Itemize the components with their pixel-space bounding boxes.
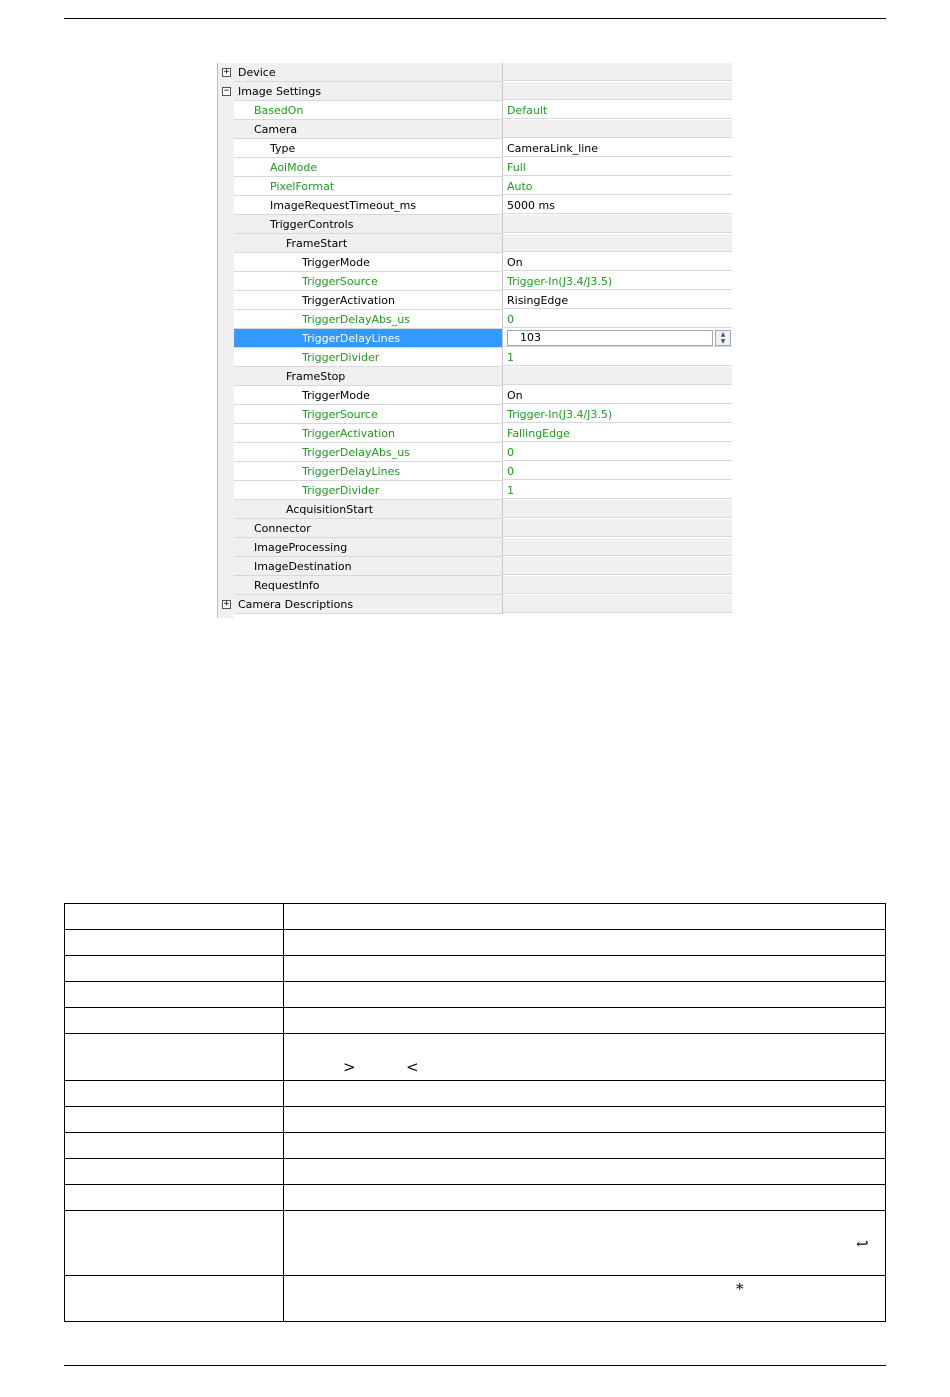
- grid-row-imagerequesttimeout[interactable]: [234, 196, 732, 215]
- bottom-rule: [64, 1365, 886, 1366]
- top-rule: [64, 18, 886, 19]
- table-cell: [284, 1034, 886, 1081]
- row-value-camera-descriptions: [503, 595, 732, 613]
- row-label-type: Type: [270, 142, 296, 155]
- grid-row-pixelformat[interactable]: [234, 177, 732, 196]
- grid-row-connector[interactable]: [234, 519, 732, 538]
- row-value-pixelformat[interactable]: Auto: [503, 177, 732, 195]
- row-value-imageprocessing: [503, 538, 732, 556]
- row-label-triggermode: TriggerMode: [302, 256, 370, 269]
- row-label-triggeractivation: TriggerActivation: [302, 427, 396, 440]
- grid-row-requestinfo[interactable]: [234, 576, 732, 595]
- row-label-triggeractivation: TriggerActivation: [302, 294, 396, 307]
- row-value-triggersource[interactable]: Trigger-In(J3.4/J3.5): [503, 405, 732, 423]
- row-value-triggermode[interactable]: On: [503, 253, 732, 271]
- row-label-pixelformat: PixelFormat: [270, 180, 335, 193]
- table-cell: [65, 1159, 284, 1185]
- row-value-triggercontrols: [503, 215, 732, 233]
- row-label-triggersource: TriggerSource: [302, 408, 378, 421]
- grid-row-triggerdivider[interactable]: [234, 348, 732, 367]
- row-label-triggersource: TriggerSource: [302, 275, 378, 288]
- grid-row-triggerdelayabs[interactable]: [234, 443, 732, 462]
- row-label-triggerdivider: TriggerDivider: [302, 484, 380, 497]
- grid-row-imagedestination[interactable]: [234, 557, 732, 576]
- row-value-triggerdivider[interactable]: 1: [503, 348, 732, 366]
- table-cell: [284, 956, 886, 982]
- row-label-imagerequesttimeout: ImageRequestTimeout_ms: [270, 199, 417, 212]
- row-label-aoimode: AoiMode: [270, 161, 318, 174]
- row-value-aoimode[interactable]: Full: [503, 158, 732, 176]
- grid-row-triggeractivation[interactable]: [234, 291, 732, 310]
- grid-row-triggersource[interactable]: [234, 405, 732, 424]
- grid-row-camera[interactable]: [234, 120, 732, 139]
- grid-row-triggerdelaylines[interactable]: [234, 462, 732, 481]
- grid-row-aoimode[interactable]: [234, 158, 732, 177]
- expand-icon[interactable]: +: [223, 599, 230, 609]
- row-label-triggercontrols: TriggerControls: [270, 218, 354, 231]
- row-value-triggeractivation[interactable]: RisingEdge: [503, 291, 732, 309]
- row-value-framestart: [503, 234, 732, 252]
- row-value-triggeractivation[interactable]: FallingEdge: [503, 424, 732, 442]
- table-cell: [284, 1276, 886, 1322]
- spin-up-icon[interactable]: ▲: [720, 331, 726, 338]
- row-label-triggerdelaylines: TriggerDelayLines: [302, 332, 401, 345]
- table-cell: [65, 1133, 284, 1159]
- row-label-triggerdelayabs: TriggerDelayAbs_us: [302, 446, 410, 459]
- row-value-triggermode[interactable]: On: [503, 386, 732, 404]
- collapse-icon[interactable]: −: [223, 86, 230, 96]
- row-value-connector: [503, 519, 732, 537]
- table-cell: [284, 1081, 886, 1107]
- spin-down-icon[interactable]: ▼: [720, 338, 726, 345]
- table-cell: [65, 1107, 284, 1133]
- grid-row-camera-descriptions[interactable]: [223, 595, 732, 614]
- table-cell: [65, 956, 284, 982]
- table-cell: [65, 1034, 284, 1081]
- grid-row-triggermode[interactable]: [234, 386, 732, 405]
- grid-row-triggeractivation[interactable]: [234, 424, 732, 443]
- row-value-type[interactable]: CameraLink_line: [503, 139, 732, 157]
- table-cell: [65, 1276, 284, 1322]
- grid-row-device[interactable]: [223, 63, 732, 82]
- grid-row-framestart[interactable]: [234, 234, 732, 253]
- row-value-triggerdivider[interactable]: 1: [503, 481, 732, 499]
- table-cell: [284, 1133, 886, 1159]
- table-cell: [284, 1107, 886, 1133]
- row-value-imagerequesttimeout[interactable]: 5000 ms: [503, 196, 732, 214]
- grid-row-triggerdelaylines-selected[interactable]: [234, 329, 732, 348]
- row-label-imagedestination: ImageDestination: [254, 560, 352, 573]
- row-label-acquisitionstart: AcquisitionStart: [286, 503, 374, 516]
- row-value-triggerdelaylines[interactable]: 0: [503, 462, 732, 480]
- table-cell: [65, 930, 284, 956]
- table-cell: [284, 1211, 886, 1276]
- grid-row-triggermode[interactable]: [234, 253, 732, 272]
- row-label-device: Device: [238, 66, 276, 79]
- row-label-triggerdelaylines: TriggerDelayLines: [302, 465, 401, 478]
- less-than-symbol: <: [406, 1058, 419, 1076]
- row-value-requestinfo: [503, 576, 732, 594]
- grid-row-imageprocessing[interactable]: [234, 538, 732, 557]
- table-cell: [65, 982, 284, 1008]
- row-label-framestop: FrameStop: [286, 370, 346, 383]
- row-label-framestart: FrameStart: [286, 237, 348, 250]
- row-label-image-settings: Image Settings: [238, 85, 322, 98]
- parameter-table: [64, 903, 886, 1322]
- table-cell: [65, 904, 284, 930]
- row-value-cell: [503, 329, 732, 347]
- table-cell: [284, 1008, 886, 1034]
- return-arrow-symbol: ↩: [856, 1235, 869, 1253]
- table-cell: [284, 982, 886, 1008]
- row-value-basedon[interactable]: Default: [503, 101, 732, 119]
- asterisk-symbol: *: [736, 1280, 744, 1298]
- table-cell: [65, 1185, 284, 1211]
- row-value-triggerdelayabs[interactable]: 0: [503, 310, 732, 328]
- row-value-image-settings: [503, 82, 732, 100]
- row-label-triggerdivider: TriggerDivider: [302, 351, 380, 364]
- row-value-acquisitionstart: [503, 500, 732, 518]
- expand-icon[interactable]: +: [223, 67, 230, 77]
- grid-gutter: [218, 63, 234, 618]
- spin-buttons[interactable]: [715, 330, 731, 346]
- row-value-framestop: [503, 367, 732, 385]
- row-value-device: [503, 63, 732, 81]
- row-label-connector: Connector: [254, 522, 311, 535]
- row-value-imagedestination: [503, 557, 732, 575]
- row-label-camera: Camera: [254, 123, 298, 136]
- table-cell: [284, 1159, 886, 1185]
- row-label-imageprocessing: ImageProcessing: [254, 541, 348, 554]
- row-label-triggermode: TriggerMode: [302, 389, 370, 402]
- row-label-requestinfo: RequestInfo: [254, 579, 320, 592]
- table-cell: [65, 1211, 284, 1276]
- table-cell: [284, 930, 886, 956]
- triggerdelaylines-input[interactable]: 103: [507, 330, 713, 346]
- grid-row-triggerdivider[interactable]: [234, 481, 732, 500]
- row-label-basedon: BasedOn: [254, 104, 304, 117]
- grid-row-triggercontrols[interactable]: [234, 215, 732, 234]
- greater-than-symbol: >: [343, 1058, 356, 1076]
- table-cell: [65, 1008, 284, 1034]
- property-grid: [217, 63, 732, 618]
- table-cell: [284, 904, 886, 930]
- row-value-camera: [503, 120, 732, 138]
- grid-row-type[interactable]: [234, 139, 732, 158]
- row-label-triggerdelayabs: TriggerDelayAbs_us: [302, 313, 410, 326]
- grid-row-framestop[interactable]: [234, 367, 732, 386]
- grid-row-image-settings[interactable]: [223, 82, 732, 101]
- grid-row-acquisitionstart[interactable]: [234, 500, 732, 519]
- row-value-triggerdelayabs[interactable]: 0: [503, 443, 732, 461]
- row-value-triggersource[interactable]: Trigger-In(J3.4/J3.5): [503, 272, 732, 290]
- grid-row-triggerdelayabs[interactable]: [234, 310, 732, 329]
- row-label-camera-descriptions: Camera Descriptions: [238, 598, 354, 611]
- table-cell: [65, 1081, 284, 1107]
- grid-row-triggersource[interactable]: [234, 272, 732, 291]
- table-cell: [284, 1185, 886, 1211]
- grid-row-basedon[interactable]: [234, 101, 732, 120]
